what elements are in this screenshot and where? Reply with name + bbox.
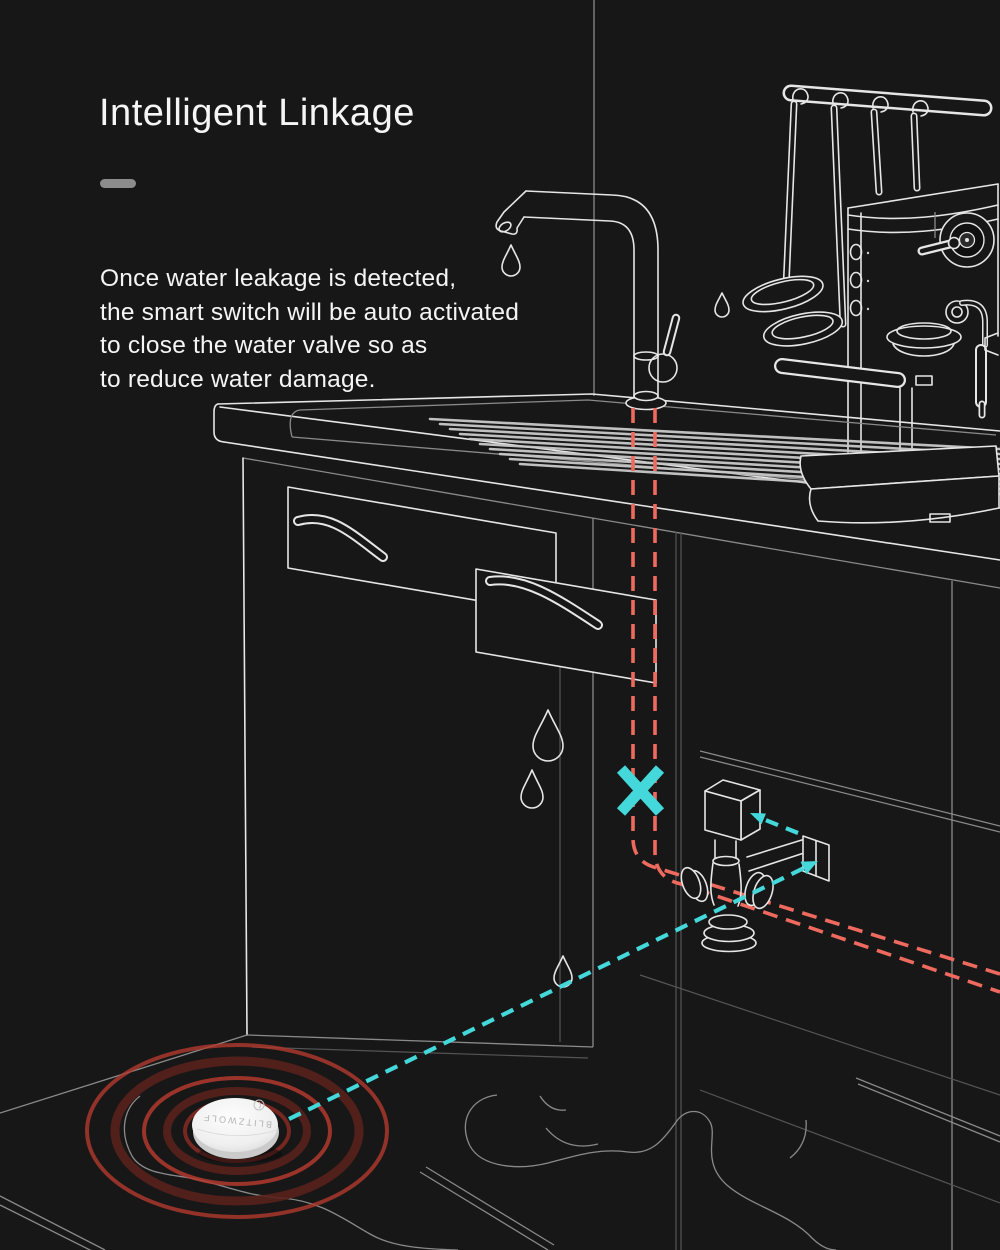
faucet-ball-joint	[649, 354, 677, 382]
description-line: to reduce water damage.	[100, 365, 376, 393]
faucet	[496, 191, 677, 410]
sensor-brand-label: BLITZWOLF	[201, 1112, 273, 1130]
faucet-spout-tip	[496, 191, 526, 234]
description-line: to close the water valve so as	[100, 332, 428, 359]
description-line: the smart switch will be auto activated	[100, 298, 520, 326]
drip-tray	[800, 446, 999, 523]
page-title: Intelligent Linkage	[99, 92, 415, 134]
ladle-icon	[761, 306, 845, 352]
description-line: Once water leakage is detected,	[100, 265, 457, 292]
